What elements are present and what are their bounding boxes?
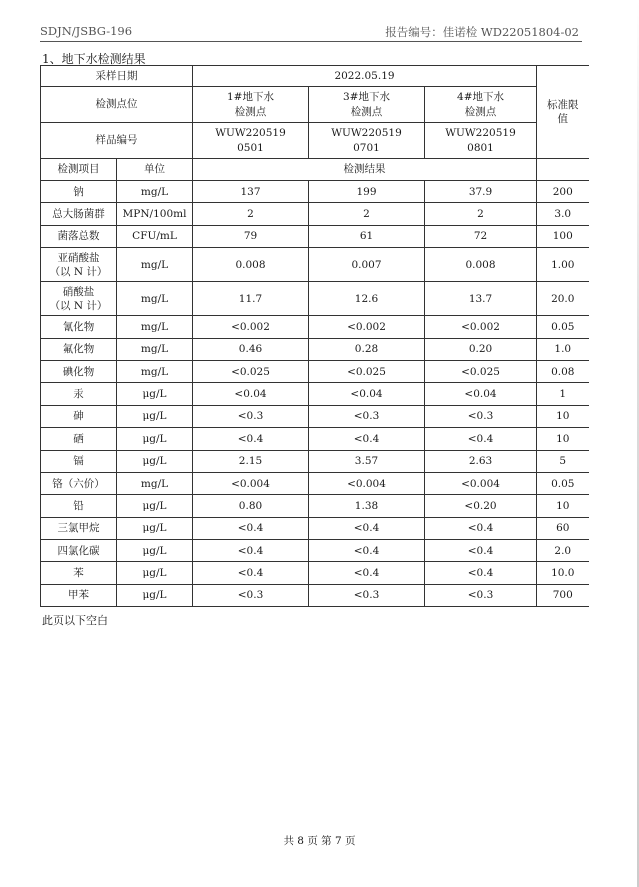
result-point-1: 0.008 <box>193 248 309 282</box>
result-point-1: <0.025 <box>193 360 309 382</box>
table-row <box>41 203 589 225</box>
result-point-4: <0.025 <box>425 360 537 382</box>
unit-cell: μg/L <box>117 383 193 405</box>
unit-cell: μg/L <box>117 428 193 450</box>
item-cell: 氰化物 <box>41 316 117 338</box>
point-1: 1#地下水 检测点 <box>193 87 309 123</box>
result-point-3: 199 <box>309 181 425 203</box>
limit-header-blank <box>537 159 589 181</box>
table-row <box>41 517 589 539</box>
table-row <box>41 360 589 382</box>
blank-below-note: 此页以下空白 <box>42 614 108 627</box>
result-point-1: 79 <box>193 225 309 247</box>
table-row <box>41 225 589 247</box>
item-cell: 钠 <box>41 181 117 203</box>
unit-cell: mg/L <box>117 282 193 316</box>
limit-cell: 100 <box>537 225 589 247</box>
result-point-3: <0.3 <box>309 405 425 427</box>
limit-cell: 0.05 <box>537 316 589 338</box>
result-point-4: <0.20 <box>425 495 537 517</box>
result-point-3: 3.57 <box>309 450 425 472</box>
unit-cell: μg/L <box>117 495 193 517</box>
limit-cell: 3.0 <box>537 203 589 225</box>
result-point-4: <0.3 <box>425 584 537 606</box>
point-3: 3#地下水 检测点 <box>309 87 425 123</box>
limit-cell: 60 <box>537 517 589 539</box>
result-point-4: 72 <box>425 225 537 247</box>
item-cell: 碘化物 <box>41 360 117 382</box>
result-point-3: <0.04 <box>309 383 425 405</box>
limit-cell: 10 <box>537 428 589 450</box>
limit-cell: 1.0 <box>537 338 589 360</box>
result-point-4: <0.4 <box>425 540 537 562</box>
sample-id-1: WUW220519 0501 <box>193 123 309 159</box>
result-point-1: 0.46 <box>193 338 309 360</box>
result-point-4: <0.4 <box>425 517 537 539</box>
result-point-4: 13.7 <box>425 282 537 316</box>
table-row <box>41 584 589 606</box>
table-row <box>41 450 589 472</box>
unit-cell: mg/L <box>117 338 193 360</box>
item-cell: 汞 <box>41 383 117 405</box>
table-row <box>41 562 589 584</box>
result-point-1: <0.3 <box>193 584 309 606</box>
result-point-4: 2 <box>425 203 537 225</box>
result-point-1: <0.4 <box>193 562 309 584</box>
result-point-1: <0.002 <box>193 316 309 338</box>
limit-cell: 0.05 <box>537 472 589 494</box>
item-cell: 亚硝酸盐 （以 N 计） <box>41 248 117 282</box>
point-row <box>41 87 589 123</box>
unit-header: 单位 <box>117 159 193 181</box>
result-point-3: <0.4 <box>309 540 425 562</box>
result-point-1: <0.3 <box>193 405 309 427</box>
column-header-row <box>41 159 589 181</box>
point-4: 4#地下水 检测点 <box>425 87 537 123</box>
limit-cell: 20.0 <box>537 282 589 316</box>
page-footer: 共 8 页 第 7 页 <box>283 835 356 847</box>
table-row <box>41 248 589 282</box>
result-point-1: <0.004 <box>193 472 309 494</box>
item-cell: 三氯甲烷 <box>41 517 117 539</box>
result-point-3: <0.4 <box>309 562 425 584</box>
result-point-4: 0.008 <box>425 248 537 282</box>
result-point-4: <0.004 <box>425 472 537 494</box>
limit-cell: 2.0 <box>537 540 589 562</box>
sampling-date-row <box>41 66 589 87</box>
unit-cell: mg/L <box>117 360 193 382</box>
table-row <box>41 383 589 405</box>
table-row <box>41 472 589 494</box>
unit-cell: μg/L <box>117 450 193 472</box>
unit-cell: μg/L <box>117 584 193 606</box>
sample-id-4: WUW220519 0801 <box>425 123 537 159</box>
limit-cell: 10 <box>537 495 589 517</box>
result-point-3: 1.38 <box>309 495 425 517</box>
limit-cell: 200 <box>537 181 589 203</box>
header-divider <box>40 41 582 42</box>
result-header: 检测结果 <box>193 159 537 181</box>
table-row <box>41 428 589 450</box>
table-row <box>41 540 589 562</box>
item-cell: 甲苯 <box>41 584 117 606</box>
result-point-1: 2 <box>193 203 309 225</box>
table-row <box>41 338 589 360</box>
item-cell: 苯 <box>41 562 117 584</box>
limit-cell: 0.08 <box>537 360 589 382</box>
item-cell: 砷 <box>41 405 117 427</box>
result-point-1: 2.15 <box>193 450 309 472</box>
item-cell: 硒 <box>41 428 117 450</box>
result-point-4: 37.9 <box>425 181 537 203</box>
result-point-3: 12.6 <box>309 282 425 316</box>
result-point-3: 0.007 <box>309 248 425 282</box>
item-cell: 铬（六价） <box>41 472 117 494</box>
item-cell: 铅 <box>41 495 117 517</box>
limit-cell: 5 <box>537 450 589 472</box>
point-label: 检测点位 <box>41 87 193 123</box>
item-cell: 总大肠菌群 <box>41 203 117 225</box>
unit-cell: CFU/mL <box>117 225 193 247</box>
unit-cell: μg/L <box>117 517 193 539</box>
result-point-1: 11.7 <box>193 282 309 316</box>
item-cell: 四氯化碳 <box>41 540 117 562</box>
limit-cell: 700 <box>537 584 589 606</box>
table-row <box>41 181 589 203</box>
result-point-4: <0.04 <box>425 383 537 405</box>
table-row <box>41 282 589 316</box>
item-cell: 氟化物 <box>41 338 117 360</box>
result-point-4: <0.3 <box>425 405 537 427</box>
result-point-3: 2 <box>309 203 425 225</box>
table-row <box>41 405 589 427</box>
item-cell: 菌落总数 <box>41 225 117 247</box>
result-point-1: 137 <box>193 181 309 203</box>
item-cell: 镉 <box>41 450 117 472</box>
sample-id-3: WUW220519 0701 <box>309 123 425 159</box>
result-point-1: <0.04 <box>193 383 309 405</box>
sample-id-row <box>41 123 589 159</box>
unit-cell: mg/L <box>117 472 193 494</box>
result-point-4: 2.63 <box>425 450 537 472</box>
unit-cell: MPN/100ml <box>117 203 193 225</box>
unit-cell: μg/L <box>117 562 193 584</box>
table-row <box>41 316 589 338</box>
limit-cell: 1.00 <box>537 248 589 282</box>
limit-cell: 1 <box>537 383 589 405</box>
result-point-3: 0.28 <box>309 338 425 360</box>
result-point-3: <0.002 <box>309 316 425 338</box>
report-number: 报告编号：佳诺检 WD22051804-02 <box>385 25 579 39</box>
result-point-3: <0.004 <box>309 472 425 494</box>
result-point-1: <0.4 <box>193 428 309 450</box>
result-point-4: <0.4 <box>425 428 537 450</box>
unit-cell: μg/L <box>117 405 193 427</box>
result-point-3: <0.4 <box>309 517 425 539</box>
result-point-4: 0.20 <box>425 338 537 360</box>
result-point-3: <0.4 <box>309 428 425 450</box>
unit-cell: mg/L <box>117 248 193 282</box>
result-point-3: 61 <box>309 225 425 247</box>
result-point-1: 0.80 <box>193 495 309 517</box>
item-header: 检测项目 <box>41 159 117 181</box>
limit-cell: 10.0 <box>537 562 589 584</box>
result-point-4: <0.4 <box>425 562 537 584</box>
sample-id-label: 样品编号 <box>41 123 193 159</box>
unit-cell: mg/L <box>117 181 193 203</box>
unit-cell: mg/L <box>117 316 193 338</box>
result-point-1: <0.4 <box>193 540 309 562</box>
results-table <box>40 65 589 607</box>
result-point-3: <0.025 <box>309 360 425 382</box>
unit-cell: μg/L <box>117 540 193 562</box>
sampling-date-value: 2022.05.19 <box>193 66 537 87</box>
section-title: 1、地下水检测结果 <box>42 52 146 66</box>
limit-cell: 10 <box>537 405 589 427</box>
doc-code: SDJN/JSBG-196 <box>40 24 133 38</box>
result-point-4: <0.002 <box>425 316 537 338</box>
table-row <box>41 495 589 517</box>
item-cell: 硝酸盐 （以 N 计） <box>41 282 117 316</box>
sampling-date-label: 采样日期 <box>41 66 193 87</box>
result-point-3: <0.3 <box>309 584 425 606</box>
standard-limit-header: 标准限值 <box>537 66 589 159</box>
result-point-1: <0.4 <box>193 517 309 539</box>
